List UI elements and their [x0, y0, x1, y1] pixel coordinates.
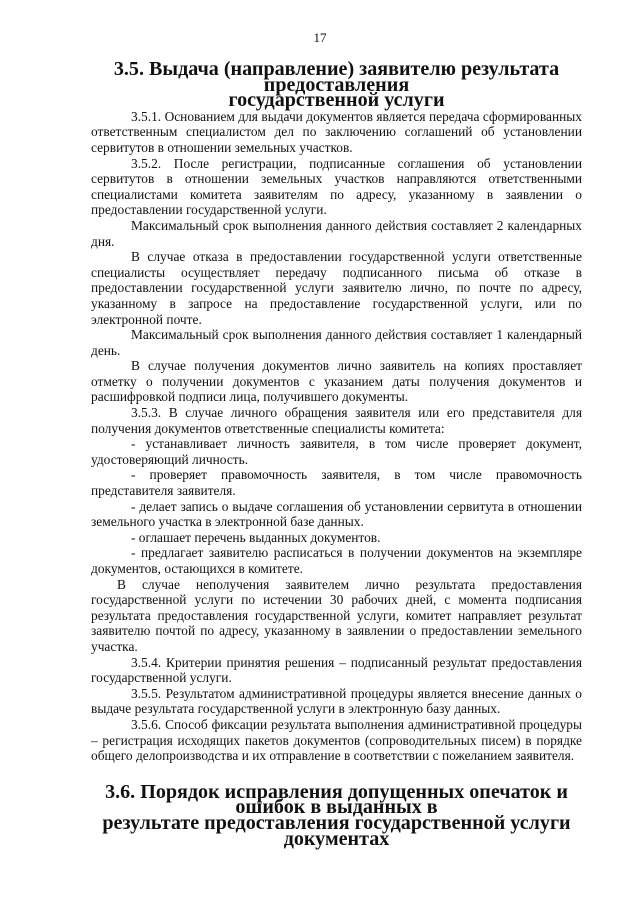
paragraph: В случае получения документов лично заявитель на копиях проставляет отметку о получении документов с указанием даты получения документов и расшифровкой подписи лица, получившего документы.	[91, 358, 582, 405]
paragraph: Максимальный срок выполнения данного действия составляет 2 календарных дня.	[91, 217, 582, 249]
list-item: - делает запись о выдаче соглашения об установлении сервитута в отношении земельного участка в электронной базе данных.	[91, 498, 582, 530]
section-heading-3-5	[91, 58, 582, 112]
paragraph: В случае неполучения заявителем лично результата предоставления государственной услуги по истечении 30 рабочих дней, с момента подписания результата предоставления государственной услуги, комитет направляет результат заявителю почтой по адресу, указанному в заявлении о предоставлении земельного участка.	[91, 576, 582, 654]
section-heading-3-5-line1: 3.5. Выдача (направление) заявителю результата предоставления	[113, 58, 560, 96]
section-heading-3-6-line2: результате предоставления государственной услуги документах	[102, 811, 571, 850]
paragraph: 3.5.2. После регистрации, подписанные соглашения об установлении сервитутов в отношении земельных участков направляются ответственными специалистами комитета заявителям по адресу, указанному в заявлении о предоставлении государственной услуги.	[91, 155, 582, 218]
page-number: 17	[313, 30, 327, 45]
paragraph: В случае отказа в предоставлении государственной услуги ответственные специалисты осуществляет передачу подписанного письма об отказе в предоставлении государственной услуги заявителю лично, по почте по адресу, указанному в запросе на предоставление государственной услуги, или по электронной почте.	[91, 249, 582, 327]
paragraph: 3.5.5. Результатом административной процедуры является внесение данных о выдаче результата государственной услуги в электронную базу данных.	[91, 685, 582, 717]
paragraph: 3.5.4. Критерии принятия решения – подписанный результат предоставления государственной услуги.	[91, 654, 582, 686]
list-item: - оглашает перечень выданных документов.	[131, 529, 381, 545]
document-body	[91, 58, 582, 850]
section-heading-3-6	[91, 780, 582, 850]
paragraph: 3.5.3. В случае личного обращения заявителя или его представителя для получения документов ответственные специалисты комитета:	[91, 405, 582, 436]
paragraph: Максимальный срок выполнения данного действия составляет 1 календарный день.	[91, 327, 582, 358]
paragraph: 3.5.6. Способ фиксации результата выполнения административной процедуры – регистрация исходящих пакетов документов (сопроводительных писем) в порядке общего делопроизводства и их отправление в соответствии с пожеланием заявителя.	[91, 716, 582, 764]
list-item: - предлагает заявителю расписаться в получении документов на экземпляре документов, остающихся в комитете.	[91, 545, 582, 576]
list-item: - проверяет правомочность заявителя, в том числе правомочность представителя заявителя.	[91, 467, 582, 499]
paragraph: 3.5.1. Основанием для выдачи документов является передача сформированных ответственным специалистом дел по заключению соглашений об установлении сервитутов в отношении земельных участков.	[91, 108, 582, 155]
list-item: - устанавливает личность заявителя, в том числе проверяет документ, удостоверяющий личность.	[91, 436, 582, 467]
section-heading-3-6-line1: 3.6. Порядок исправления допущенных опечаток и ошибок в выданных в	[105, 780, 568, 819]
section-heading-3-5-line2: государственной услуги	[228, 89, 445, 112]
